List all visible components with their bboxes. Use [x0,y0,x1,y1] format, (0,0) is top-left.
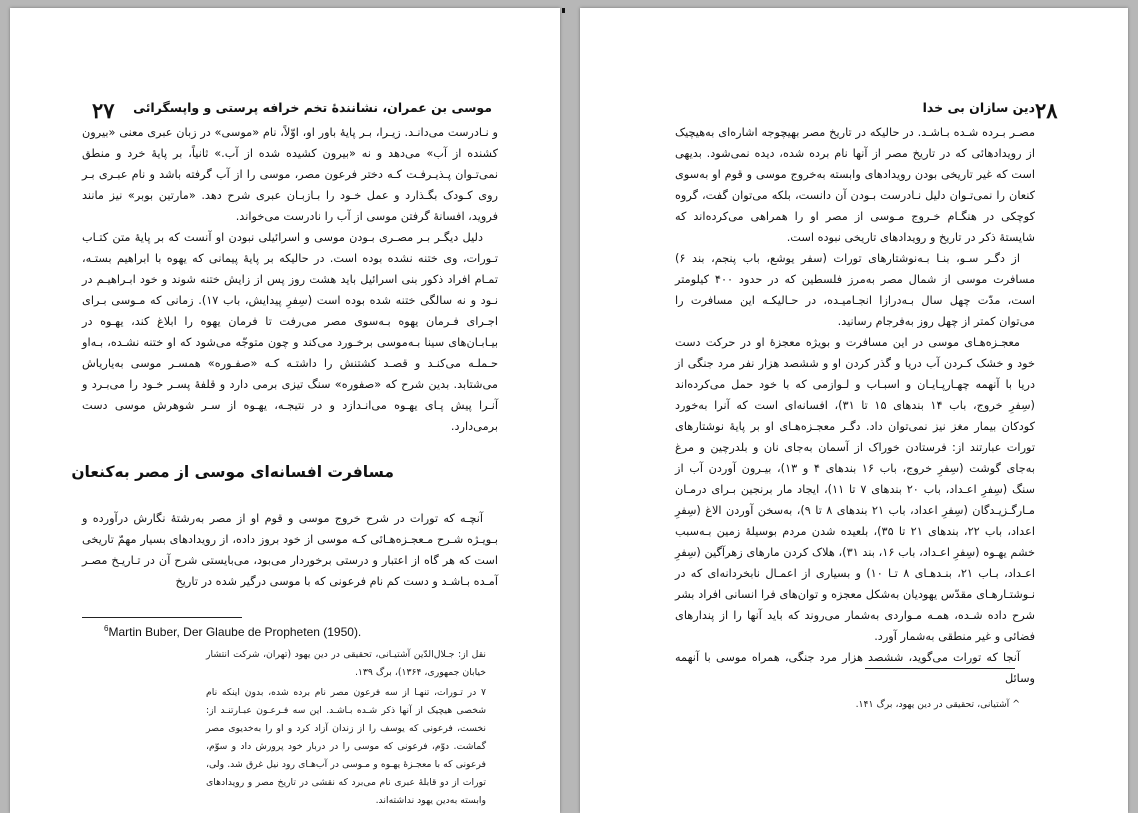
running-title: دین سازان بی خدا [922,100,1035,115]
footnote-citation: Martin Buber, Der Glaube de Propheten (1950). [108,625,362,639]
right-page [580,8,1128,813]
section-body-text [82,508,498,592]
footnote: نقل از: جـلال‌الدّین آشتیـانی، تحقیقی در دین یهود (تهران، شرکت انتشار خیابان جمهوری، ۱۳۶۴)، برگ ۱۳۹. [206,649,486,678]
footnote-rule [865,668,1015,669]
paragraph: از دگـر سـو، بنـا بـه‌نوشتارهای تورات (سفر یوشع، باب پنجم، بند ۶) مسافرت موسی از شمال مصر به‌مرز فلسطین که در حدود ۴۰۰ کیلومتر است، مدّت چهل سال بـه‌درازا انجـامیـده، در حـالیکـه این مسافرت را می‌توان کمتر از چهل روز به‌فرجام رسانید. [675,252,1036,328]
footnotes [810,696,1020,714]
footnotes [206,646,486,682]
page-number: ۲۷ [92,98,115,123]
paragraph: آنچـه که تورات در شرح خروج موسی و قوم او از مصر به‌رشتهٔ نگارش درآورده و بـویـژه شـرح مـعجـزه‌هـائی کـه موسی از خود بروز داده، از رویدادهای بسیار مهمّ تاریخی است که هر گاه از اعتبار و درستی برخوردار می‌بود، می‌بایستی شرح آن در تـاریـخ مصـر آمـده بـاشـد و دست کم نام فرعونی که با موسی درگیر شده در تاریخ [82,512,498,588]
section-heading: مسافرت افسانه‌ای موسی از مصر به‌کنعان [71,463,394,481]
page-separator-mark [562,8,565,13]
paragraph: دلیل دیگـر بـر مصـری بـودن موسی و اسرائیلی نبودن او آنست که بر پایهٔ متن کتـاب تـورات، وی ختنه نشده بوده است. در حالیکه بر پایهٔ پیمانی که یهوه با ابراهیم بستـه، تمـام افراد ذکور بنی اسرائیل باید هشت روز پس از زایش ختنه شوند و خود ابـراهیـم در نـود و نه سالگی ختنه شده بوده است (سِفرِ پیدایش، باب ۱۷). زمانی که مـوسی بـرای اجـرای فـرمان یهوه بـه‌سوی مصر می‌رفت تا فرمان یهوه را ابلاغ کند، یهـوه در بیـابـان‌های سینا بـه‌موسی برخـورد می‌کند و چون متوجّه می‌شود که او ختنه نشـده، بـه‌او حـملـه می‌کنـد و قصـد کشتنش را داشتـه کـه «صفـوره» همسـر موسی به‌یاریاش می‌شتابد. بدین شرح که «صفوره» سنگ تیزی برمی دارد و قلفهٔ پسـر خـود را می‌بـرد و آنـرا پیش پـای یهـوه می‌انـدازد و در نتیجـه، یهـوه از سـر شوهرش موسی دست برمی‌دارد. [82,231,498,433]
footnotes [206,684,486,810]
paragraph: مصـر بـرده شـده بـاشـد. در حالیکه در تاریخ مصر بهیچوجه اشاره‌ای به‌هیچیک از رویدادهائی که در تاریخ مصر از آنها نام برده شده، دیده نمی‌شود. بدیهی است که غیر تاریخی بودن رویدادهای وابسته به‌خروج موسی و قوم او به‌سوی کنعان را نمی‌تـوان دلیل نـادرست بـودن آن دانست، بلکه می‌توان گفت، گروه کوچکی در هنگـام خـروج مـوسی از مصر او را همراهی می‌کرده‌اند که شایستهٔ ذکر در تاریخ و رویدادهای تاریخی نبوده است. [675,126,1035,244]
paragraph: آنجا که تورات می‌گوید، ششصد هزار مرد جنگی، همراه موسی با آنهمه وسائل [675,651,1035,685]
footnote: ۷ در تـورات، تنهـا از سه فرعون مصر نام برده شده، بدون اینکه نام شخصی هیچیک از آنها ذکر شـده بـاشـد. این سه فـرعـون عبـارتنـد از: نخست، فرعونی که یوسف را از زندان آزاد کرد و او را به‌خدیوی مصر گماشت. دوّم، فرعونی که موسی را در دربار خود پرورش داد و سوّم، فرعونی که با معجـزهٔ یهـوه و مـوسی در آب‌هـای رود نیل غرق شد. ولی، تورات از دو قابلهٔ عبری نام می‌برد که نقشی در تاریخ مصر و رویدادهای وابسته به‌دین یهود نداشته‌اند. [206,687,486,806]
body-text [82,122,498,437]
page-number: ۲۸ [1035,98,1058,123]
left-page [10,8,560,813]
footnote-marker: 6 [104,624,109,633]
footnote: ^ آشتیانی، تحقیقی در دین یهود، برگ ۱۴۱. [855,699,1020,710]
footnote-latin [104,624,361,639]
footnote-rule [82,617,242,618]
paragraph: و نـادرست می‌دانـد. زیـرا، بـر پایهٔ باور او، اوّلاً، نام «موسی» در زبان عبری معنی «بیرون کشنده از آب» می‌دهد و نه «بیرون کشیده شده از آب.» ثانیاً، بر پایهٔ خرد و منطق نمی‌تـوان پـذیـرفـت کـه دختر فرعون مصر، موسی را از آب گرفته باشد و نام عبـری بـر روی کـودک بگـذارد و عمل خـود را بـازبـان عبری شرح دهد. «مارتین بوبر» نیز مانند فروید، افسانهٔ گرفتن موسی از آب را نادرست می‌خواند. [82,126,498,223]
running-title: موسی بن عمران، نشانندهٔ تخم خرافه پرستی و واپسگرائی [133,100,492,115]
body-text [675,122,1035,689]
paragraph: معجـزه‌هـای موسی در این مسافرت و بویژه معجزهٔ او در حرکت دست خود و خشک کـردن آب دریا و گذر کردن او و ششصد هزار نفر مرد جنگی از دریا با آنهمه چهـارپـایـان و اسبـاب و لـوازمی که با خود حمل می‌کرده‌اند (سِفرِ خروج، باب ۱۴ بندهای ۱۵ تا ۳۱)، افسانه‌ای است که آنرا به‌خورد کودکان بیمار مغز نیز نمی‌توان داد. دگـر معجـزه‌هـای او بر پایهٔ نوشتارهای تورات عبارتند از: فرستادن خوراک از آسمان به‌جای نان و بلدرچین و مرغ به‌جای گوشت (سِفرِ خروج، باب ۱۶ بندهای ۴ و ۱۳)، بیـرون آوردن آب از سنگ (سِفرِ اعـداد، باب ۲۰ بندهای ۷ تا ۱۱)، ایجاد مار برنجین بـرای درمـان مـارگـزیـدگان (سِفرِ اعداد، باب ۲۱ بندهای ۸ تا ۹)، به‌سخن آوردن الاغ (سِفرِ اعداد، باب ۲۲، بندهای ۲۱ تا ۳۵)، بلعیده شدن مردم بوسیلهٔ زمین بـه‌سبب خشم یهـوه (سِفرِ اعـداد، باب ۱۶، بند ۳۱)، هلاک کردن مارهای زهرآگین (سِفرِ اعـداد، بـاب ۲۱، بنـدهـای ۸ تـا ۱۰) و بسیاری از اعمـال نابخردانه‌ای که در نـوشتـارهـای مقدّس یهودیان به‌شکل معجزه و توان‌های فرا انسانی افراد بشر شرح داده شـده، همـه مـواردی به‌شمار می‌روند که باید آنها را از پندارهای فضائی و غیر منطقی به‌شمار آورد. [675,336,1036,643]
